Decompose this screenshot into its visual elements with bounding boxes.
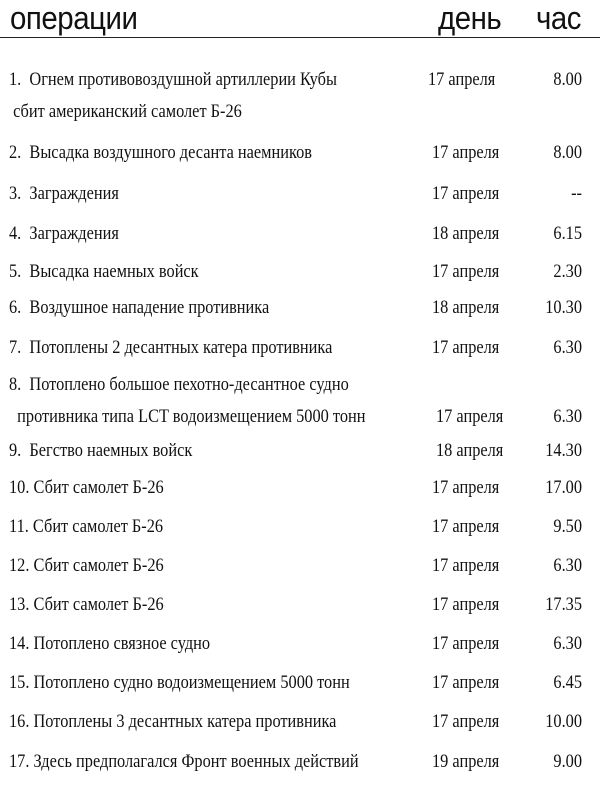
hour-cell: 6.45 (553, 672, 582, 693)
day-cell: 17 апреля (436, 406, 504, 427)
operation-text (9, 746, 366, 778)
hour-cell: 8.00 (553, 142, 582, 163)
hour-cell: 14.30 (545, 440, 582, 461)
hour-cell: 6.30 (553, 406, 582, 427)
day-cell: 17 апреля (432, 183, 500, 204)
day-cell: 17 апреля (432, 555, 500, 576)
operation-text (9, 511, 366, 543)
hour-cell: 6.15 (553, 223, 582, 244)
hour-cell: 6.30 (553, 337, 582, 358)
operation-line: 1. Огнем противовоздушной артиллерии Кубы (9, 69, 337, 90)
operation-text (9, 137, 366, 169)
day-cell: 19 апреля (432, 751, 500, 772)
operation-text (9, 706, 366, 738)
hour-cell: 17.35 (545, 594, 582, 615)
operation-text (9, 292, 366, 324)
day-cell: 17 апреля (432, 261, 500, 282)
operation-line: 11. Сбит самолет Б-26 (9, 516, 164, 537)
operation-line: 4. Заграждения (9, 223, 119, 244)
operation-text (9, 435, 366, 467)
day-cell: 17 апреля (432, 337, 500, 358)
operation-line: 5. Высадка наемных войск (9, 261, 199, 282)
operation-line: 6. Воздушное нападение противника (9, 297, 270, 318)
day-cell: 17 апреля (432, 142, 500, 163)
operation-text (9, 628, 366, 660)
operation-text (9, 550, 366, 582)
hour-cell: 6.30 (553, 555, 582, 576)
day-cell: 18 апреля (436, 440, 504, 461)
operation-line: 2. Высадка воздушного десанта наемников (9, 142, 312, 163)
header-hour: час (536, 0, 582, 36)
header-divider (0, 37, 600, 38)
operation-text (9, 332, 366, 364)
operation-line: 7. Потоплены 2 десантных катера противника (9, 337, 333, 358)
operation-text (9, 472, 366, 504)
operation-line: 16. Потоплены 3 десантных катера противника (9, 711, 337, 732)
hour-cell: 6.30 (553, 633, 582, 654)
day-cell: 17 апреля (432, 477, 500, 498)
operation-line: 12. Сбит самолет Б-26 (9, 555, 164, 576)
day-cell: 17 апреля (432, 594, 500, 615)
hour-cell: 10.30 (545, 297, 582, 318)
day-cell: 18 апреля (432, 223, 500, 244)
operation-line: 9. Бегство наемных войск (9, 440, 193, 461)
day-cell: 17 апреля (432, 633, 500, 654)
hour-cell: 9.50 (553, 516, 582, 537)
hour-cell: 17.00 (545, 477, 582, 498)
operation-line: 13. Сбит самолет Б-26 (9, 594, 164, 615)
operation-line: противника типа LCT водоизмещением 5000 тонн (9, 406, 366, 427)
operation-line: 10. Сбит самолет Б-26 (9, 477, 164, 498)
operation-line: 8. Потоплено большое пехотно-десантное судно (9, 374, 349, 395)
operation-line: сбит американский самолет Б-26 (9, 101, 242, 122)
header-day: день (438, 0, 502, 36)
operation-text (9, 369, 366, 433)
hour-cell: 8.00 (553, 69, 582, 90)
day-cell: 17 апреля (432, 672, 500, 693)
day-cell: 17 апреля (432, 516, 500, 537)
operation-line: 3. Заграждения (9, 183, 119, 204)
day-cell: 18 апреля (432, 297, 500, 318)
hour-cell: -- (571, 183, 582, 204)
operation-text (9, 64, 366, 128)
day-cell: 17 апреля (428, 69, 496, 90)
header-operations: операции (10, 0, 138, 36)
operation-text (9, 256, 366, 288)
hour-cell: 10.00 (545, 711, 582, 732)
operation-text (9, 178, 366, 210)
day-cell: 17 апреля (432, 711, 500, 732)
hour-cell: 9.00 (553, 751, 582, 772)
hour-cell: 2.30 (553, 261, 582, 282)
operation-line: 15. Потоплено судно водоизмещением 5000 тонн (9, 672, 350, 693)
operation-text (9, 667, 366, 699)
operation-line: 17. Здесь предполагался Фронт военных действий (9, 751, 359, 772)
operation-line: 14. Потоплено связное судно (9, 633, 211, 654)
operation-text (9, 589, 366, 621)
operation-text (9, 218, 366, 250)
